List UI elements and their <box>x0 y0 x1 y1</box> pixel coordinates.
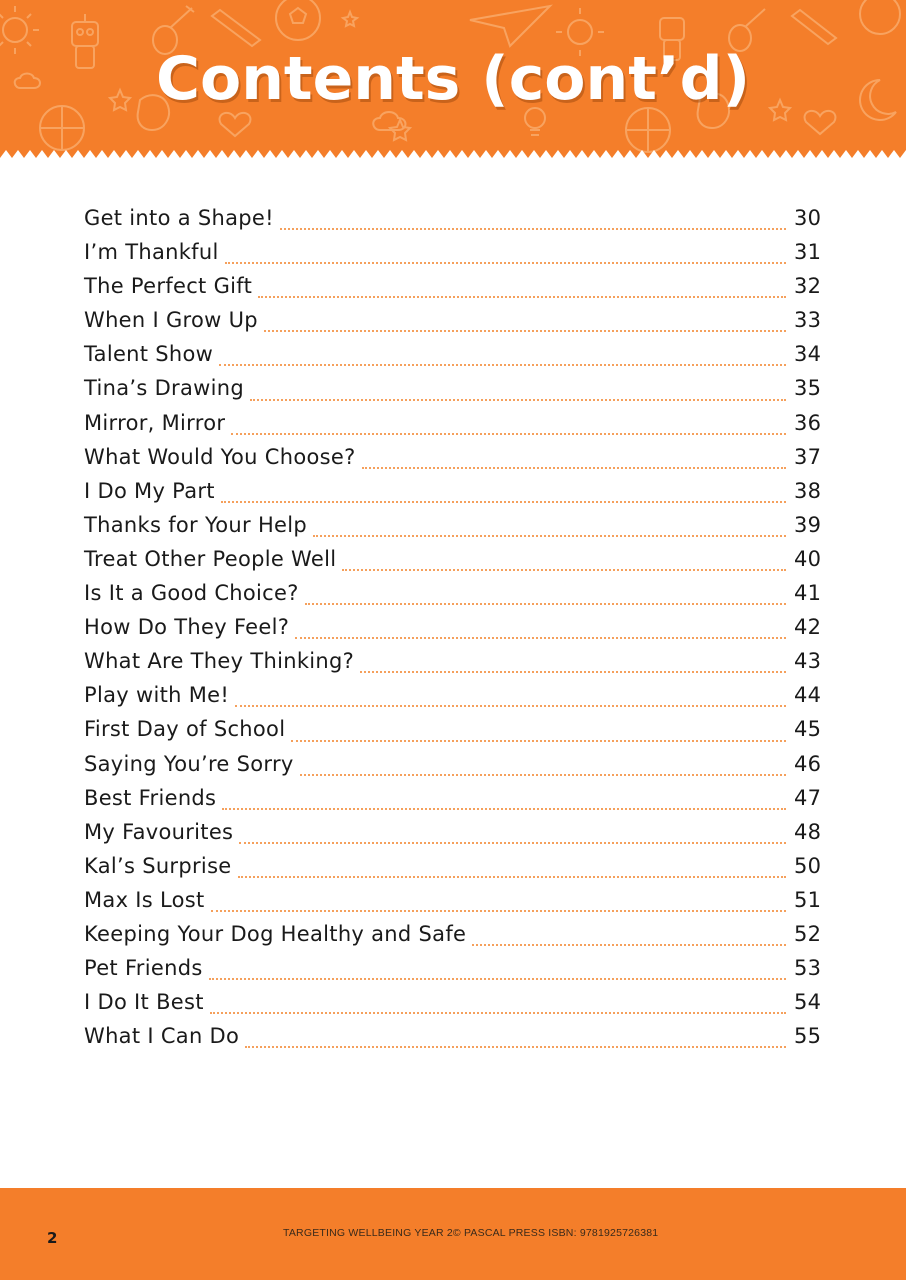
toc-entry-title: Thanks for Your Help <box>84 512 308 537</box>
toc-entry <box>84 752 824 786</box>
toc-entry <box>84 786 824 820</box>
toc-entry-page: 37 <box>794 444 822 469</box>
toc-entry-title: What Are They Thinking? <box>84 649 355 674</box>
dot-leader <box>264 330 786 332</box>
toc-entry-page: 31 <box>794 240 822 265</box>
toc-entry-title: Get into a Shape! <box>84 206 274 230</box>
toc-entry <box>84 411 824 445</box>
toc-entry-page: 54 <box>794 990 822 1015</box>
page-title: Contents (cont’d) <box>155 44 751 114</box>
page-number: 2 <box>47 1229 58 1247</box>
dot-leader <box>258 296 786 298</box>
dot-leader <box>245 1046 786 1048</box>
toc-entry-title: Saying You’re Sorry <box>84 751 294 776</box>
dot-leader <box>235 705 786 707</box>
dot-leader <box>221 501 786 503</box>
toc-entry <box>84 479 824 513</box>
toc-entry-title: First Day of School <box>84 717 286 742</box>
toc-entry-page: 39 <box>794 512 822 537</box>
dot-leader <box>225 262 786 264</box>
toc-entry <box>84 683 824 717</box>
toc-entry-title: The Perfect Gift <box>84 274 253 299</box>
toc-entry-page: 43 <box>794 649 822 674</box>
dot-leader <box>291 740 786 742</box>
toc-entry-title: What I Can Do <box>84 1024 240 1049</box>
toc-entry-title: Kal’s Surprise <box>84 853 232 878</box>
footer-credits: TARGETING WELLBEING YEAR 2© PASCAL PRESS ISBN: 9781925726381 <box>283 1227 659 1239</box>
toc-entry <box>84 445 824 479</box>
toc-entry-title: Max Is Lost <box>84 887 205 912</box>
toc-entry <box>84 308 824 342</box>
dot-leader <box>219 364 786 366</box>
toc-entry-page: 44 <box>794 683 822 708</box>
toc-entry-page: 42 <box>794 615 822 640</box>
toc-entry-title: How Do They Feel? <box>84 615 290 640</box>
toc-entry-page: 30 <box>794 206 822 230</box>
toc-entry-title: Mirror, Mirror <box>84 410 226 435</box>
toc-entry-page: 38 <box>794 478 822 503</box>
toc-entry <box>84 888 824 922</box>
toc-entry-page: 53 <box>794 956 822 981</box>
toc-entry <box>84 615 824 649</box>
toc-entry-title: I Do My Part <box>84 478 215 503</box>
toc-entry-title: Keeping Your Dog Healthy and Safe <box>84 921 467 946</box>
toc-entry <box>84 717 824 751</box>
toc-entry-page: 52 <box>794 921 822 946</box>
toc-entry <box>84 820 824 854</box>
toc-entry <box>84 649 824 683</box>
toc-entry-title: Talent Show <box>84 342 214 367</box>
toc-entry <box>84 956 824 990</box>
toc-entry <box>84 240 824 274</box>
toc-entry-page: 36 <box>794 410 822 435</box>
toc-entry <box>84 922 824 956</box>
dot-leader <box>295 637 786 639</box>
toc-entry-page: 46 <box>794 751 822 776</box>
toc-entry-title: I Do It Best <box>84 990 204 1015</box>
toc-entry-page: 45 <box>794 717 822 742</box>
dot-leader <box>300 774 786 776</box>
toc-entry <box>84 990 824 1024</box>
dot-leader <box>239 842 786 844</box>
dot-leader <box>238 876 786 878</box>
toc-entry-title: Tina’s Drawing <box>84 376 245 401</box>
toc-entry <box>84 376 824 410</box>
dot-leader <box>360 671 786 673</box>
toc-entry-page: 55 <box>794 1024 822 1049</box>
toc-entry <box>84 581 824 615</box>
dot-leader <box>222 808 786 810</box>
toc-entry-title: When I Grow Up <box>84 308 258 333</box>
toc-entry <box>84 547 824 581</box>
toc-entry-page: 34 <box>794 342 822 367</box>
toc-entry-page: 47 <box>794 785 822 810</box>
dot-leader <box>231 433 786 435</box>
toc-entry <box>84 342 824 376</box>
dot-leader <box>362 467 786 469</box>
toc-entry <box>84 274 824 308</box>
dot-leader <box>305 603 786 605</box>
dot-leader <box>250 399 786 401</box>
dot-leader <box>209 978 786 980</box>
toc-entry-title: Best Friends <box>84 785 217 810</box>
table-of-contents <box>84 206 824 1058</box>
zigzag-edge <box>0 148 906 162</box>
dot-leader <box>280 228 786 230</box>
toc-entry <box>84 513 824 547</box>
toc-entry-page: 51 <box>794 887 822 912</box>
toc-entry-title: Treat Other People Well <box>84 546 337 571</box>
dot-leader <box>211 910 786 912</box>
toc-entry <box>84 206 824 240</box>
dot-leader <box>210 1012 786 1014</box>
toc-entry-page: 50 <box>794 853 822 878</box>
toc-entry <box>84 1024 824 1058</box>
toc-entry-page: 35 <box>794 376 822 401</box>
toc-entry-title: Pet Friends <box>84 956 203 981</box>
toc-entry-title: I’m Thankful <box>84 240 219 265</box>
toc-entry-title: Play with Me! <box>84 683 230 708</box>
toc-entry-page: 40 <box>794 546 822 571</box>
dot-leader <box>313 535 786 537</box>
toc-entry-page: 48 <box>794 819 822 844</box>
toc-entry-page: 41 <box>794 581 822 606</box>
dot-leader <box>472 944 786 946</box>
toc-entry <box>84 854 824 888</box>
toc-entry-title: Is It a Good Choice? <box>84 581 299 606</box>
toc-entry-page: 32 <box>794 274 822 299</box>
dot-leader <box>342 569 786 571</box>
toc-entry-title: What Would You Choose? <box>84 444 356 469</box>
toc-entry-title: My Favourites <box>84 819 234 844</box>
header-banner <box>0 0 906 160</box>
toc-entry-page: 33 <box>794 308 822 333</box>
